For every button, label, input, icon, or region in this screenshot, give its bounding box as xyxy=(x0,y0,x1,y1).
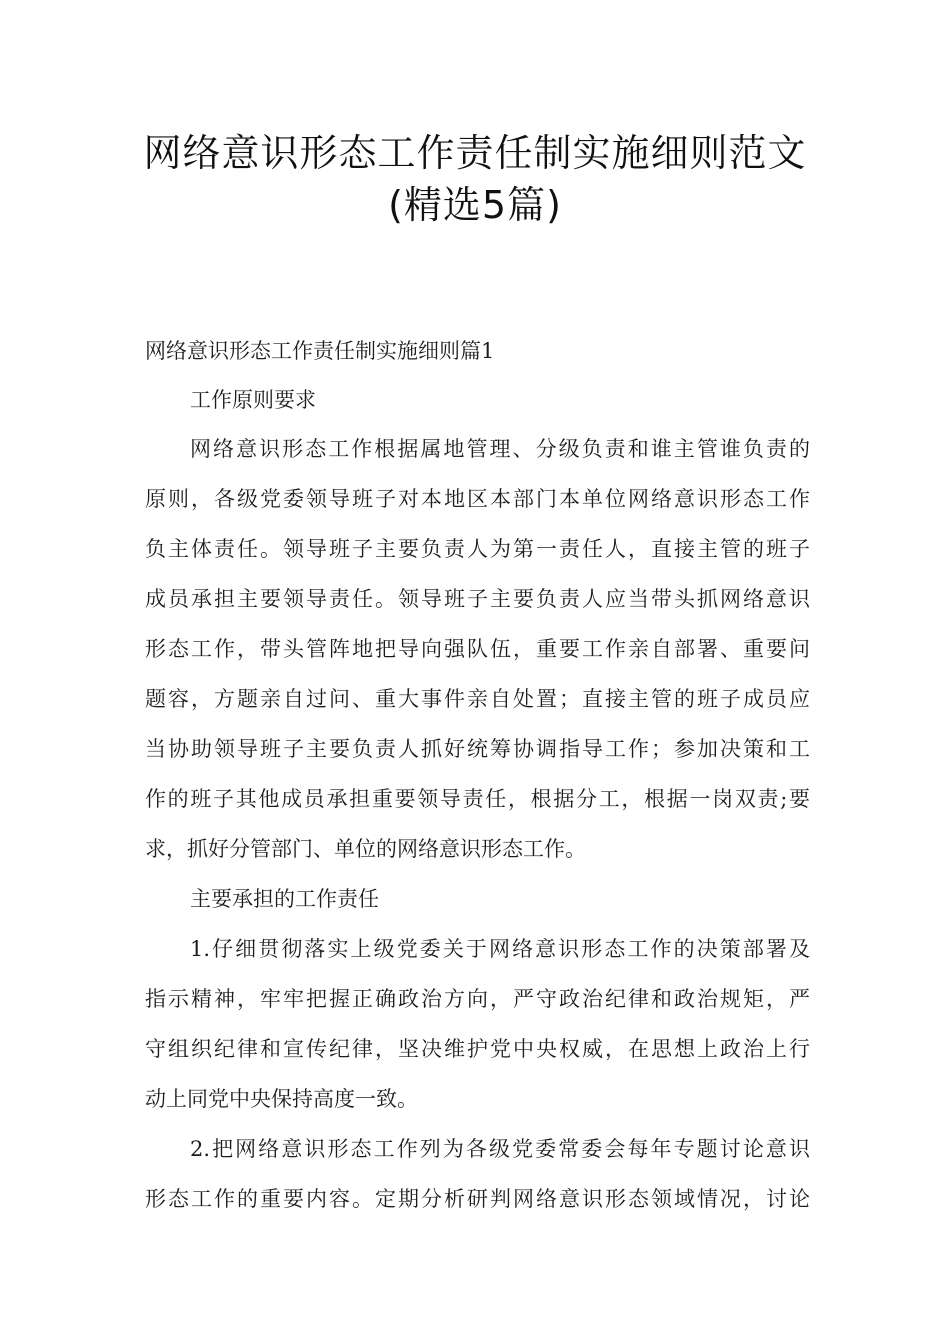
sub-heading-principles: 工作原则要求 xyxy=(190,388,316,412)
paragraph-line: 当协助领导班子主要负责人抓好统筹协调指导工作；参加决策和工 xyxy=(145,737,810,761)
list-item-line: 2.把网络意识形态工作列为各级党委常委会每年专题讨论意识 xyxy=(190,1137,810,1161)
paragraph-line: 负主体责任。领导班子主要负责人为第一责任人，直接主管的班子 xyxy=(145,537,810,561)
list-item-line: 1.仔细贯彻落实上级党委关于网络意识形态工作的决策部署及 xyxy=(190,937,810,961)
list-item-line: 指示精神，牢牢把握正确政治方向，严守政治纪律和政治规矩，严 xyxy=(145,987,810,1011)
list-item-line: 守组织纪律和宣传纪律，坚决维护党中央权威，在思想上政治上行 xyxy=(145,1037,810,1061)
paragraph-line: 作的班子其他成员承担重要领导责任，根据分工，根据一岗双责;要 xyxy=(145,787,810,811)
sub-heading-responsibilities: 主要承担的工作责任 xyxy=(190,887,379,911)
paragraph-line: 网络意识形态工作根据属地管理、分级负责和谁主管谁负责的 xyxy=(190,437,810,461)
list-item-line: 动上同党中央保持高度一致。 xyxy=(145,1087,418,1111)
paragraph-line: 成员承担主要领导责任。领导班子主要负责人应当带头抓网络意识 xyxy=(145,587,810,611)
paragraph-line: 原则，各级党委领导班子对本地区本部门本单位网络意识形态工作 xyxy=(145,487,810,511)
paragraph-line: 求，抓好分管部门、单位的网络意识形态工作。 xyxy=(145,837,586,861)
paragraph-line: 题容，方题亲自过问、重大事件亲自处置；直接主管的班子成员应 xyxy=(145,687,810,711)
document-title-line-1: 网络意识形态工作责任制实施细则范文 xyxy=(143,131,807,175)
paragraph-line: 形态工作，带头管阵地把导向强队伍，重要工作亲自部署、重要问 xyxy=(145,637,810,661)
list-item-line: 形态工作的重要内容。定期分析研判网络意识形态领域情况，讨论 xyxy=(145,1187,810,1211)
document-title-line-2: (精选5篇) xyxy=(388,183,562,227)
section-heading: 网络意识形态工作责任制实施细则篇1 xyxy=(145,339,495,363)
